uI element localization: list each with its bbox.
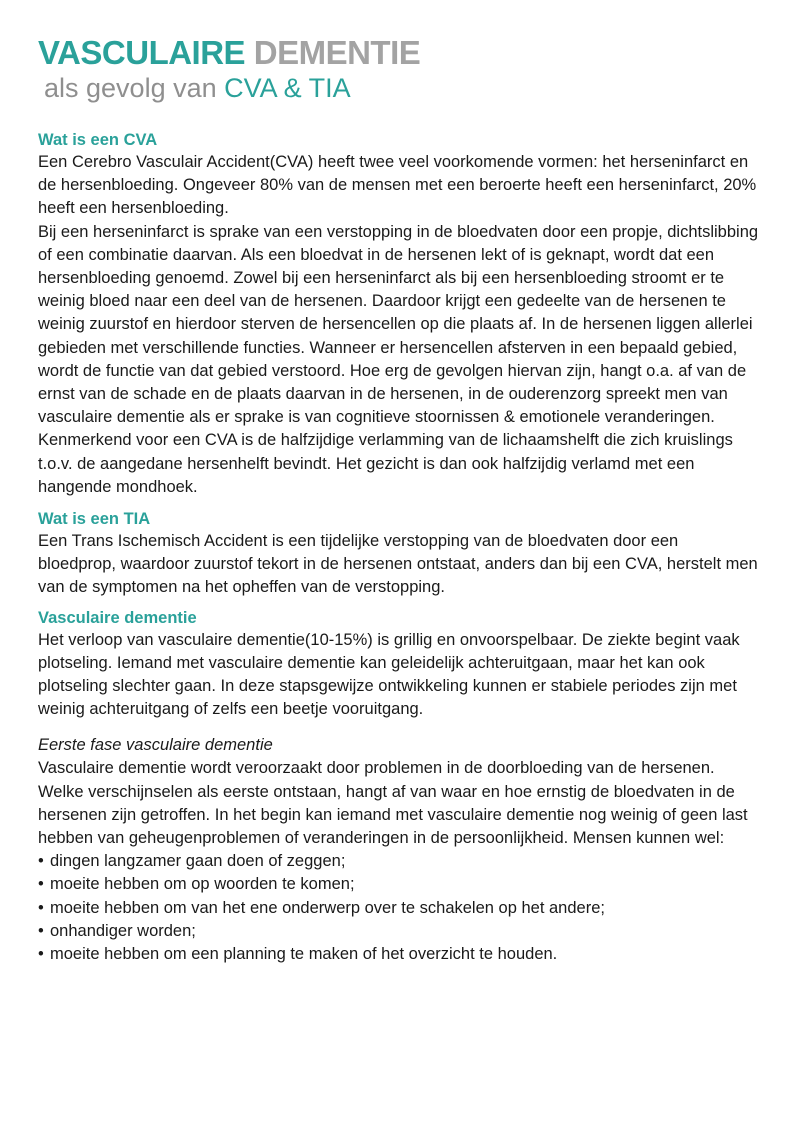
bullet-icon: • [38, 898, 44, 917]
document-subtitle [44, 72, 760, 104]
list-item [38, 873, 760, 896]
section-heading-vasculaire-dementie: Vasculaire dementie [38, 608, 197, 627]
cva-paragraph-1: Een Cerebro Vasculair Accident(CVA) heeft twee veel voorkomende vormen: het herseninfarct en de hersenbloeding. Ongeveer 80% van de mensen met een beroerte heeft een herseninfarct, 20% heeft een hersenbloeding. [38, 153, 757, 218]
symptom-list [38, 850, 760, 966]
list-item [38, 897, 760, 920]
list-item-text: moeite hebben om een planning te maken of het overzicht te houden. [50, 945, 558, 964]
bullet-icon: • [38, 852, 44, 871]
list-item [38, 943, 760, 966]
list-item [38, 920, 760, 943]
section-heading-tia: Wat is een TIA [38, 510, 151, 529]
list-item-text: moeite hebben om op woorden te komen; [50, 875, 355, 894]
list-item-text: dingen langzamer gaan doen of zeggen; [50, 852, 346, 871]
section-heading-cva: Wat is een CVA [38, 131, 158, 149]
subheading-eerste-fase: Eerste fase vasculaire dementie [38, 736, 273, 755]
list-item [38, 850, 760, 873]
subtitle-gray-part: als gevolg van [44, 73, 217, 103]
title-word-gray: DEMENTIE [253, 34, 421, 71]
subtitle-teal-part: CVA & TIA [224, 73, 351, 103]
vd-paragraph: Het verloop van vasculaire dementie(10-15%) is grillig en onvoorspelbaar. De ziekte begint vaak plotseling. Iemand met vasculaire dementie kan geleidelijk achteruitgaan, maar het kan ook plotseling slechter gaan. In deze stapsgewijze ontwikkeling kunnen er stabiele periodes zijn met weinig achteruitgang of zelfs een beetje vooruitgang. [38, 630, 740, 719]
cva-paragraph-3: Kenmerkend voor een CVA is de halfzijdige verlamming van de lichaamshelft die zich kruislings t.o.v. de aangedane hersenhelft bevindt. Het gezicht is dan ook halfzijdig verlamd met een hangende mondhoek. [38, 431, 733, 496]
bullet-icon: • [38, 945, 44, 964]
title-word-teal: VASCULAIRE [38, 34, 246, 71]
document-title [38, 34, 760, 72]
bullet-icon: • [38, 921, 44, 940]
bullet-icon: • [38, 875, 44, 894]
list-item-text: onhandiger worden; [50, 921, 196, 940]
list-item-text: moeite hebben om van het ene onderwerp over te schakelen op het andere; [50, 898, 605, 917]
first-phase-paragraph: Vasculaire dementie wordt veroorzaakt door problemen in de doorbloeding van de hersenen. Welke verschijnselen als eerste ontstaan, hangt af van waar en hoe ernstig de bloedvaten in de hersenen zijn getroffen. In het begin kan iemand met vasculaire dementie nog weinig of geen last hebben van geheugenproblemen of veranderingen in de persoonlijkheid. Mensen kunnen wel: [38, 759, 748, 848]
cva-paragraph-2: Bij een herseninfarct is sprake van een verstopping in de bloedvaten door een propje, dichtslibbing of een combinatie daarvan. Als een bloedvat in de hersenen lekt of is geknapt, wordt dat een hersenbloeding genoemd. Zowel bij een herseninfarct als bij een hersenbloeding stroomt er te weinig bloed naar een deel van de hersenen. Daardoor krijgt een gedeelte van de hersenen te weinig zuurstof en hierdoor sterven de hersencellen op die plaats af. In de hersenen liggen allerlei gebieden met verschillende functies. Wanneer er hersencellen afsterven in een bepaald gebied, wordt de functie van dat gebied verstoord. Hoe erg de gevolgen hiervan zijn, hangt o.a. af van de ernst van de schade en de plaats daarvan in de hersenen, in de ouderenzorg spreekt men van vasculaire dementie als er sprake is van cognitieve stoornissen & emotionele veranderingen. [38, 222, 759, 427]
tia-paragraph: Een Trans Ischemisch Accident is een tijdelijke verstopping van de bloedvaten door een bloedprop, waardoor zuurstof tekort in de hersenen ontstaat, anders dan bij een CVA, herstelt men van de symptomen na het opheffen van de verstopping. [38, 532, 758, 597]
